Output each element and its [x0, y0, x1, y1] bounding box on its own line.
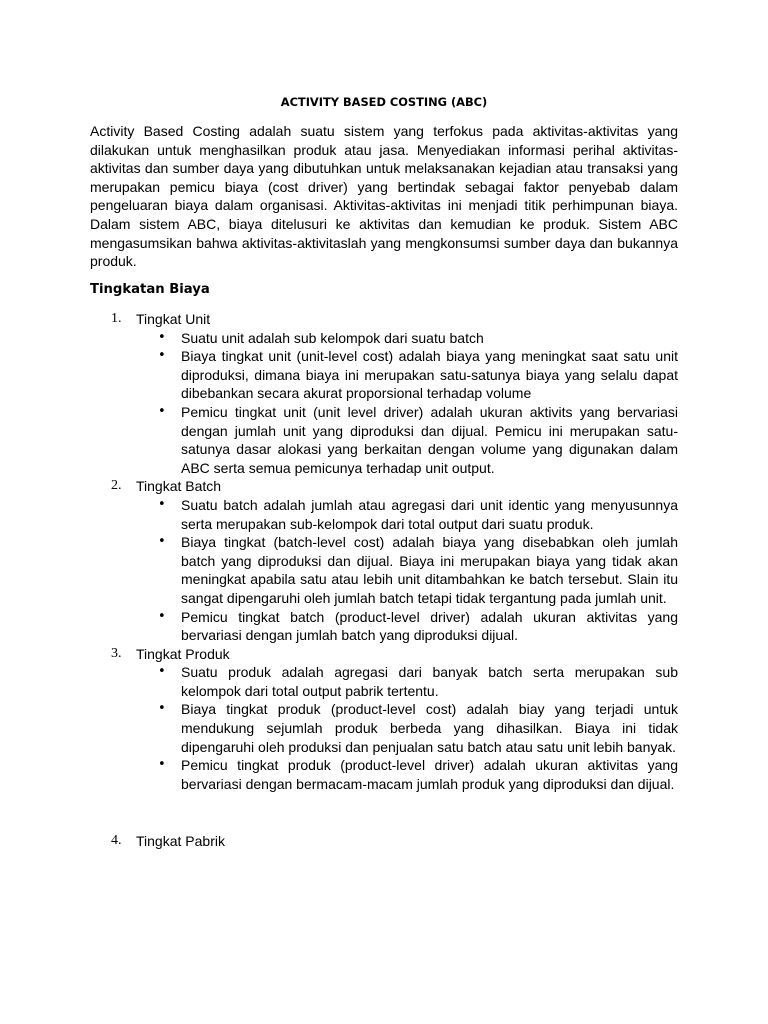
bullet-item	[136, 663, 678, 700]
bullet-item	[136, 533, 678, 607]
bullet-text: Pemicu tingkat unit (unit level driver) adalah ukuran aktivits yang bervariasi dengan jumlah unit yang diproduksi dan dijual. Pemicu ini merupakan satu-satunya dasar alokasi yang berkaitan dengan volume yang digunakan dalam ABC serta semua pemicunya terhadap unit output.	[181, 403, 678, 476]
bullet-icon: •	[158, 348, 166, 364]
level-title: Tingkat Unit	[136, 311, 211, 327]
bullet-icon: •	[158, 534, 166, 550]
bullet-icon: •	[158, 329, 166, 345]
bullet-text: Biaya tingkat (batch-level cost) adalah biaya yang disebabkan oleh jumlah batch yang diproduksi dan dijual. Biaya ini merupakan biaya yang tidak akan meningkat apabila satu atau lebih unit ditambahkan ke batch tersebut. Slain itu sangat dipengaruhi oleh jumlah batch tetapi tidak tergantung pada jumlah unit.	[181, 534, 678, 606]
bullet-icon: •	[158, 403, 166, 419]
level-item-factory	[90, 832, 678, 851]
document-page	[90, 0, 678, 1024]
document-title: ACTIVITY BASED COSTING (ABC)	[280, 95, 488, 109]
level-number: 3.	[111, 645, 122, 661]
bullet-text: Biaya tingkat produk (product-level cost) adalah biay yang terjadi untuk mendukung sejumlah produk berbeda yang dihasilkan. Biaya ini tidak dipengaruhi oleh produksi dan penjualan satu batch atau satu unit lebih banyak.	[181, 701, 678, 755]
bullet-item	[136, 329, 678, 348]
bullet-text: Suatu unit adalah sub kelompok dari suatu batch	[181, 329, 484, 346]
bullet-text: Pemicu tingkat produk (product-level driver) adalah ukuran aktivitas yang bervariasi dengan bermacam-macam jumlah produk yang diproduksi dan dijual.	[181, 757, 678, 792]
bullet-item	[136, 608, 678, 645]
level-item-product	[90, 645, 678, 794]
level-number: 4.	[111, 833, 122, 849]
bullet-item	[136, 756, 678, 793]
bullet-text: Biaya tingkat unit (unit-level cost) adalah biaya yang meningkat saat satu unit diproduksi, dimana biaya ini merupakan satu-satunya biaya yang selalu dapat dibebankan secara akurat proporsional terhadap volume	[181, 348, 678, 402]
section-heading: Tingkatan Biaya	[90, 282, 210, 297]
bullet-item	[136, 700, 678, 756]
level-title: Tingkat Pabrik	[136, 833, 225, 850]
bullet-list	[136, 663, 678, 793]
intro-paragraph: Activity Based Costing adalah suatu sistem yang terfokus pada aktivitas-aktivitas yang dilakukan untuk menghasilkan produk atau jasa. Menyediakan informasi perihal aktivitas-aktivitas dan sumber daya yang dibutuhkan untuk melaksanakan kejadian atau transaksi yang merupakan pemicu biaya (cost driver) yang bertindak sebagai faktor penyebab dalam pengeluaran biaya dalam organisasi. Aktivitas-aktivitas ini menjadi titik perhimpunan biaya. Dalam sistem ABC, biaya ditelusuri ke aktivitas dan kemudian ke produk. Sistem ABC mengasumsikan bahwa aktivitas-aktivitaslah yang mengkonsumsi sumber daya dan bukannya produk.	[90, 123, 678, 270]
bullet-item	[136, 347, 678, 403]
bullet-item	[136, 496, 678, 533]
cost-levels-list	[90, 310, 678, 851]
bullet-list	[136, 329, 678, 478]
level-number: 2.	[111, 478, 122, 494]
bullet-icon: •	[158, 757, 166, 773]
bullet-icon: •	[158, 496, 166, 512]
bullet-icon: •	[158, 701, 166, 717]
level-title: Tingkat Produk	[136, 645, 230, 662]
bullet-icon: •	[158, 664, 166, 680]
bullet-list	[136, 496, 678, 645]
bullet-icon: •	[158, 608, 166, 624]
bullet-text: Suatu batch adalah jumlah atau agregasi dari unit identic yang menyusunnya serta merupakan sub-kelompok dari total output dari suatu produk.	[181, 496, 678, 532]
bullet-text: Suatu produk adalah agregasi dari banyak batch serta merupakan sub kelompok dari total output pabrik tertentu.	[181, 664, 678, 699]
level-title: Tingkat Batch	[136, 478, 222, 495]
level-item-batch	[90, 477, 678, 644]
level-item-unit	[90, 310, 678, 477]
bullet-text: Pemicu tingkat batch (product-level driver) adalah ukuran aktivitas yang bervariasi dengan jumlah batch yang diproduksi dijual.	[181, 608, 678, 644]
bullet-item	[136, 403, 678, 477]
level-number: 1.	[111, 311, 122, 326]
